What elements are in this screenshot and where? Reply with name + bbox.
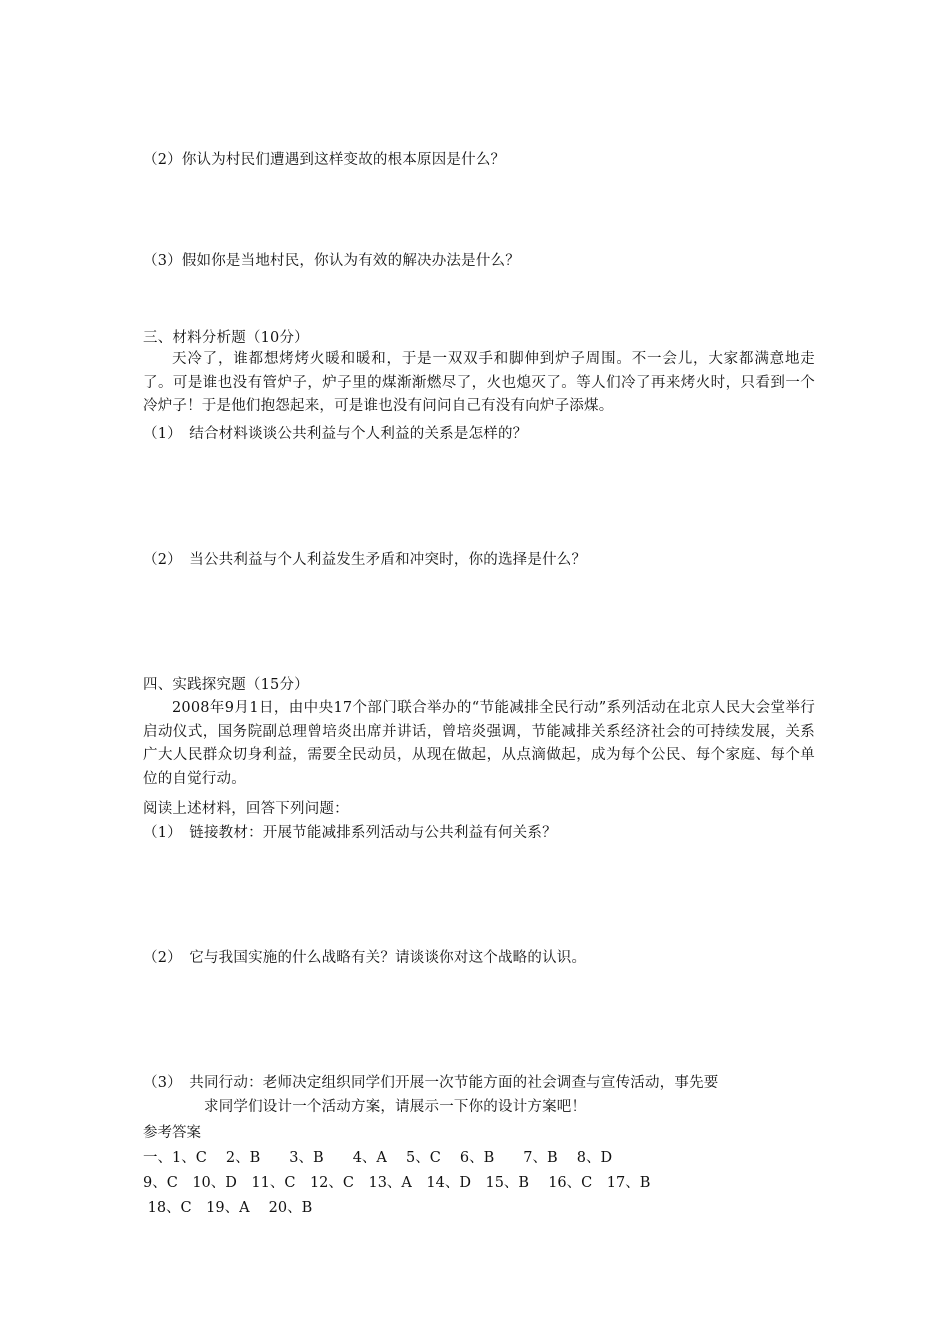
- question-4-1: （1） 链接教材：开展节能减排系列活动与公共利益有何关系？: [143, 825, 557, 841]
- section-4-material: 2008年9月1日，由中央17个部门联合举办的“节能减排全民行动”系列活动在北京人民大会堂举行启动仪式，国务院副总理曾培炎出席并讲话，曾培炎强调，节能减排关系经济社会的可持续发展，关系广大人民群众切身利益，需要全民动员，从现在做起，从点滴做起，成为每个公民、每个家庭、每个单位的自觉行动。: [143, 700, 815, 787]
- question-4-2: （2） 它与我国实施的什么战略有关？请谈谈你对这个战略的认识。: [143, 950, 587, 966]
- question-2-2: （2）你认为村民们遭遇到这样变故的根本原因是什么？: [143, 152, 506, 168]
- answers-line-2: 9、C 10、D 11、C 12、C 13、A 14、D 15、B 16、C 17、B: [143, 1175, 651, 1191]
- section-3-material: 天冷了，谁都想烤烤火暖和暖和，于是一双双手和脚伸到炉子周围。不一会儿，大家都满意地走了。可是谁也没有管炉子，炉子里的煤渐渐燃尽了，火也熄灭了。等人们冷了再来烤火时，只看到一个冷炉子！于是他们抱怨起来，可是谁也没有问问自己有没有向炉子添煤。: [143, 351, 815, 414]
- question-4-3-line2: 求同学们设计一个活动方案，请展示一下你的设计方案吧！: [204, 1099, 587, 1115]
- section-4-instruction: 阅读上述材料，回答下列问题：: [143, 801, 349, 817]
- answers-line-1: 一、1、C 2、B 3、B 4、A 5、C 6、B 7、B 8、D: [143, 1150, 613, 1166]
- question-3-1: （1） 结合材料谈谈公共利益与个人利益的关系是怎样的？: [143, 426, 528, 442]
- question-3-2: （2） 当公共利益与个人利益发生矛盾和冲突时，你的选择是什么？: [143, 552, 587, 568]
- section-4-heading: 四、实践探究题（15分）: [143, 677, 309, 693]
- section-3-heading: 三、材料分析题（10分）: [143, 330, 309, 346]
- question-4-3-line1: （3） 共同行动：老师决定组织同学们开展一次节能方面的社会调查与宣传活动，事先要: [143, 1075, 719, 1091]
- question-2-3: （3）假如你是当地村民，你认为有效的解决办法是什么？: [143, 253, 520, 269]
- answers-heading: 参考答案: [143, 1125, 201, 1141]
- answers-line-3: 18、C 19、A 20、B: [143, 1200, 313, 1216]
